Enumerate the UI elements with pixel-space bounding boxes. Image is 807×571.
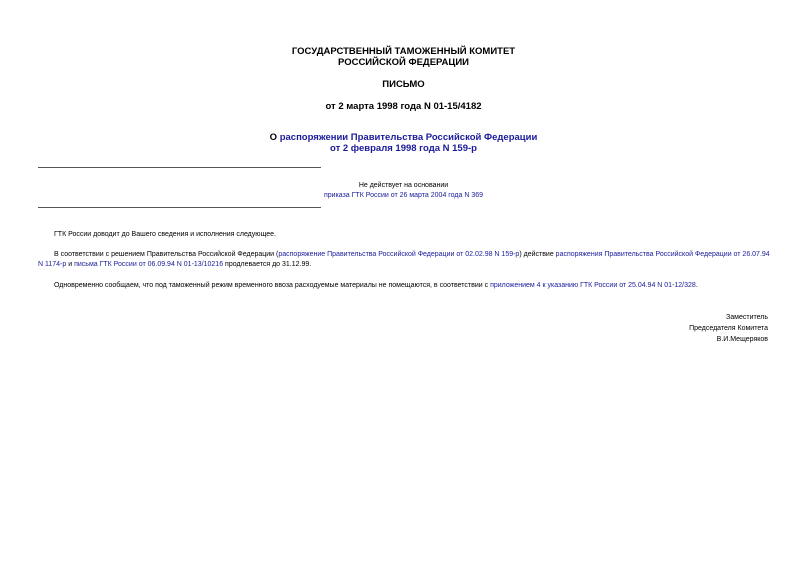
body-paragraph-2 xyxy=(38,250,770,270)
signature-title: Заместитель xyxy=(726,314,768,321)
p2-text-d: продлевается до 31.12.99. xyxy=(223,261,312,268)
p2-link-order-159[interactable]: распоряжение Правительства Российской Федерации от 02.02.98 N 159-р xyxy=(278,251,520,258)
status-block xyxy=(0,181,807,201)
org-line-1: ГОСУДАРСТВЕННЫЙ ТАМОЖЕННЫЙ КОМИТЕТ xyxy=(291,46,516,57)
p2-text-b: ) действие xyxy=(519,251,556,258)
p2-text-a: В соответствии с решением Правительства Российской Федерации ( xyxy=(54,251,279,258)
status-link[interactable]: приказа ГТК России от 26 марта 2004 года N 369 xyxy=(323,192,484,199)
subject-prefix: О xyxy=(269,132,280,143)
body-paragraph-3 xyxy=(38,281,770,291)
p2-text-c: и xyxy=(66,261,75,268)
status-text: Не действует на основании xyxy=(358,182,449,189)
doc-type: ПИСЬМО xyxy=(382,79,425,90)
status-rule-bottom xyxy=(38,207,321,208)
p2-link-letter-10216[interactable]: письма ГТК России от 06.09.94 N 01-13/10216 xyxy=(74,261,224,268)
doc-date: от 2 марта 1998 года N 01-15/4182 xyxy=(325,101,482,112)
p3-text-a: Одновременно сообщаем, что под таможенный режим временного ввоза расходуемые материалы не помещаются, в соответствии с xyxy=(54,282,491,289)
org-name xyxy=(0,46,807,68)
status-rule-top xyxy=(38,167,321,168)
subject-line-2 xyxy=(0,143,807,154)
subject-line-1 xyxy=(0,132,807,143)
p2-link-order-1174[interactable]: распоряжения Правительства Российской Федерации от 26.07.94 N 1174-р xyxy=(38,251,770,268)
org-line-2: РОССИЙСКОЙ ФЕДЕРАЦИИ xyxy=(337,57,469,68)
signature-name: В.И.Мещеряков xyxy=(716,336,768,343)
signature-block xyxy=(689,312,768,345)
subject-link-line-2[interactable]: от 2 февраля 1998 года N 159-р xyxy=(330,143,477,154)
body-paragraph-1: ГТК России доводит до Вашего сведения и исполнения следующее. xyxy=(54,231,276,238)
signature-position: Председателя Комитета xyxy=(689,325,768,332)
subject-link-line-1[interactable]: распоряжении Правительства Российской Федерации xyxy=(279,132,538,143)
p3-text-b: . xyxy=(695,282,698,289)
doc-subject xyxy=(0,132,807,154)
p3-link-appendix-4[interactable]: приложением 4 к указанию ГТК России от 25.04.94 N 01-12/328 xyxy=(490,282,696,289)
